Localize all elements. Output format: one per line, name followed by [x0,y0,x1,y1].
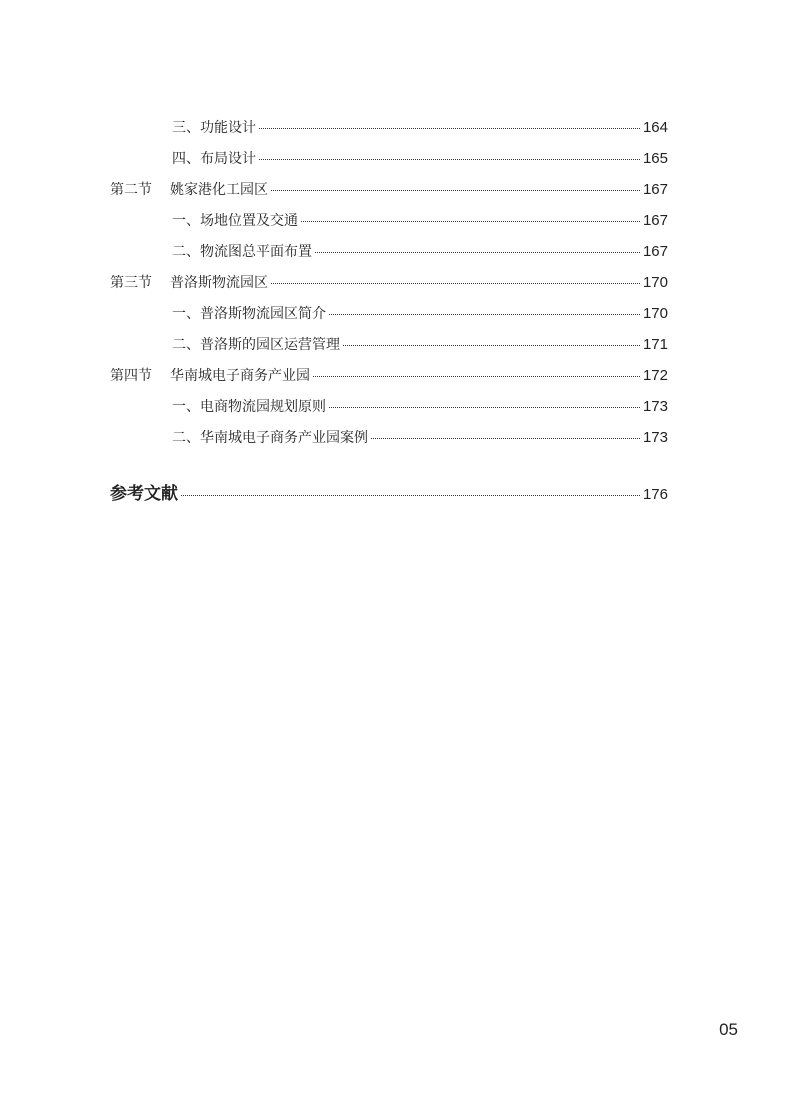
toc-entry[interactable] [110,298,668,329]
toc-entry-page: 164 [642,119,668,136]
toc-entry-title: 一、电商物流园规划原则 [172,399,326,415]
toc-entry-title: 普洛斯物流园区 [170,275,268,291]
toc-section-entry[interactable] [110,174,668,205]
dot-leader [329,407,640,408]
dot-leader [259,159,640,160]
toc-entry[interactable] [110,391,668,422]
toc-entry-title: 二、普洛斯的园区运营管理 [172,337,340,353]
toc-entry-title: 三、功能设计 [172,120,256,136]
toc-entry-title: 四、布局设计 [172,151,256,167]
dot-leader [181,495,640,496]
dot-leader [329,314,640,315]
toc-section-label: 第三节 [110,275,152,291]
toc-section-entry[interactable] [110,360,668,391]
toc-entry-title: 二、华南城电子商务产业园案例 [172,430,368,446]
toc-entry-title: 二、物流图总平面布置 [172,244,312,260]
dot-leader [343,345,640,346]
toc-entry-page: 167 [642,243,668,260]
toc-section-label: 第二节 [110,182,152,198]
dot-leader [371,438,640,439]
toc-section-label: 第四节 [110,368,152,384]
dot-leader [301,221,640,222]
toc-entry[interactable] [110,143,668,174]
dot-leader [271,283,640,284]
toc-entry-page: 173 [642,429,668,446]
toc-entry-page: 167 [642,181,668,198]
toc-section-entry[interactable] [110,267,668,298]
toc-entry-title: 一、场地位置及交通 [172,213,298,229]
toc-entry[interactable] [110,205,668,236]
toc-entry-page: 173 [642,398,668,415]
table-of-contents [110,112,668,510]
dot-leader [259,128,640,129]
toc-entry[interactable] [110,236,668,267]
toc-entry-page: 170 [642,274,668,291]
toc-entry[interactable] [110,112,668,143]
toc-entry[interactable] [110,329,668,360]
toc-entry-title: 姚家港化工园区 [170,182,268,198]
toc-entry[interactable] [110,422,668,453]
toc-entry-title: 一、普洛斯物流园区简介 [172,306,326,322]
references-title: 参考文献 [110,484,178,504]
dot-leader [313,376,640,377]
toc-entry-page: 165 [642,150,668,167]
toc-entry-page: 172 [642,367,668,384]
page-number: 05 [719,1020,738,1039]
references-page: 176 [642,486,668,503]
dot-leader [271,190,640,191]
toc-entry-page: 171 [642,336,668,353]
toc-entry-title: 华南城电子商务产业园 [170,368,310,384]
toc-entry-page: 170 [642,305,668,322]
toc-references-entry[interactable] [110,479,668,510]
dot-leader [315,252,640,253]
toc-entry-page: 167 [642,212,668,229]
